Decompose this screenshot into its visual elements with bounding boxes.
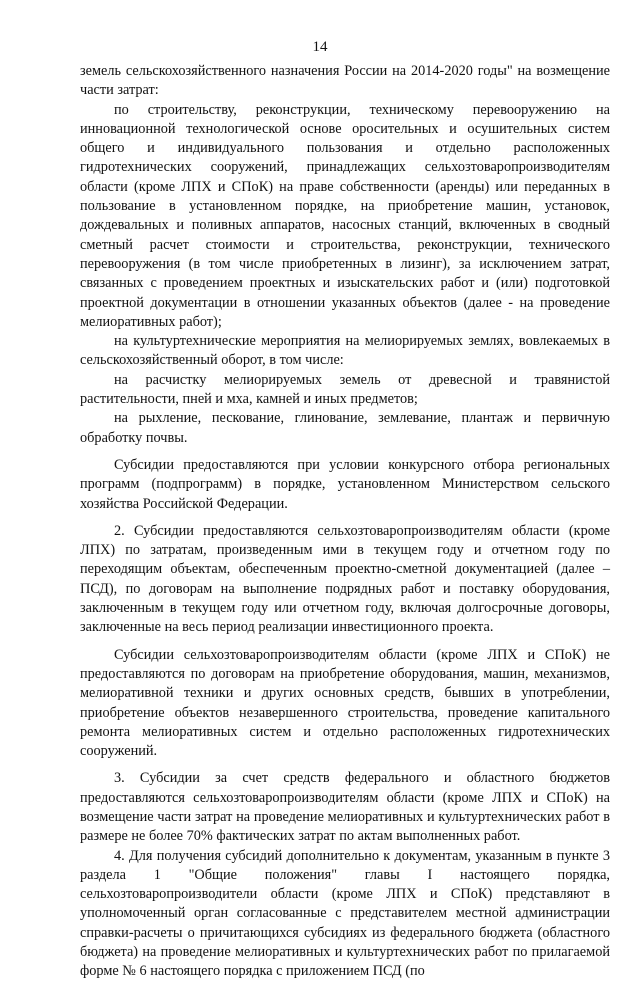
paragraph-continuation: земель сельскохозяйственного назначения России на 2014-2020 годы" на возмещение части затрат: — [80, 63, 610, 99]
document-body — [80, 62, 610, 982]
paragraph-competitive-selection: Субсидии предоставляются при условии конкурсного отбора региональных программ (подпрограмм) в порядке, установленном Министерством сельского хозяйства Российской Федерации. — [80, 456, 610, 512]
paragraph-clearing: на расчистку мелиорируемых земель от древесной и травянистой растительности, пней и мха, камней и иных предметов; — [80, 371, 610, 408]
page-number: 14 — [312, 39, 328, 55]
paragraph-loosening: на рыхление, пескование, глинование, землевание, плантаж и первичную обработку почвы. — [80, 410, 610, 446]
paragraph-cultural-technical-measures: на культуртехнические мероприятия на мелиорируемых землях, вовлекаемых в сельскохозяйственный оборот, в том числе: — [80, 333, 610, 369]
paragraph-construction-costs: по строительству, реконструкции, техническому перевооружению на инновационной технологической основе оросительных и осушительных систем общего и индивидуального пользования и отдельно расположенных гидротехнических сооружений, принадлежащих сельхозтоваропроизводителям области (кроме ЛПХ и СПоК) на праве собственности (аренды) или переданных в пользование в установленном порядке, на приобретение машин, установок, дождевальных и поливных аппаратов, насосных станций, включенных в сводный сметный расчет стоимости и строительства, реконструкции, технического перевооружения (в том числе приобретенных в лизинг), за исключением затрат, связанных с проведением проектных и изыскательских работ и (или) подготовкой проектной документации в отношении указанных объектов (далее - на проведение мелиоративных работ); — [80, 101, 610, 330]
paragraph-item-2-exclusions: Субсидии сельхозтоваропроизводителям области (кроме ЛПХ и СПоК) не предоставляются по договорам на приобретение оборудования, машин, механизмов, мелиоративной техники и других основных средств, бывших в употреблении, приобретение объектов незавершенного строительства, проведение капитального ремонта мелиоративных систем и отдельно расположенных гидротехнических сооружений. — [80, 646, 610, 760]
paragraph-item-3: 3. Субсидии за счет средств федерального и областного бюджетов предоставляются сельхозтоваропроизводителям области (кроме ЛПХ и СПоК) на возмещение части затрат на проведение мелиоративных и культуртехнических работ в размере не более 70% фактических затрат по актам выполненных работ. — [80, 770, 610, 845]
paragraph-item-4: 4. Для получения субсидий дополнительно к документам, указанным в пункте 3 раздела 1 "Общие положения" главы I настоящего порядка, сельхозтоваропроизводители области (кроме ЛПХ и СПоК) представляют в уполномоченный орган согласованные с представителем местной администрации справки-расчеты о причитающихся субсидиях из федерального бюджета (областного бюджета) на проведение мелиоративных и культуртехнических работ по прилагаемой форме № 6 настоящего порядка с приложением ПСД (по — [80, 847, 610, 980]
paragraph-item-2: 2. Субсидии предоставляются сельхозтоваропроизводителям области (кроме ЛПХ) по затратам, произведенным ими в текущем году и отчетном году по переходящим объектам, обеспеченным проектно-сметной документацией (далее – ПСД), по договорам на выполнение подрядных работ и поставку оборудования, заключенным в текущем году или отчетном году, включая долгосрочные договоры, заключенные на весь период реализации инвестиционного проекта. — [80, 522, 610, 636]
